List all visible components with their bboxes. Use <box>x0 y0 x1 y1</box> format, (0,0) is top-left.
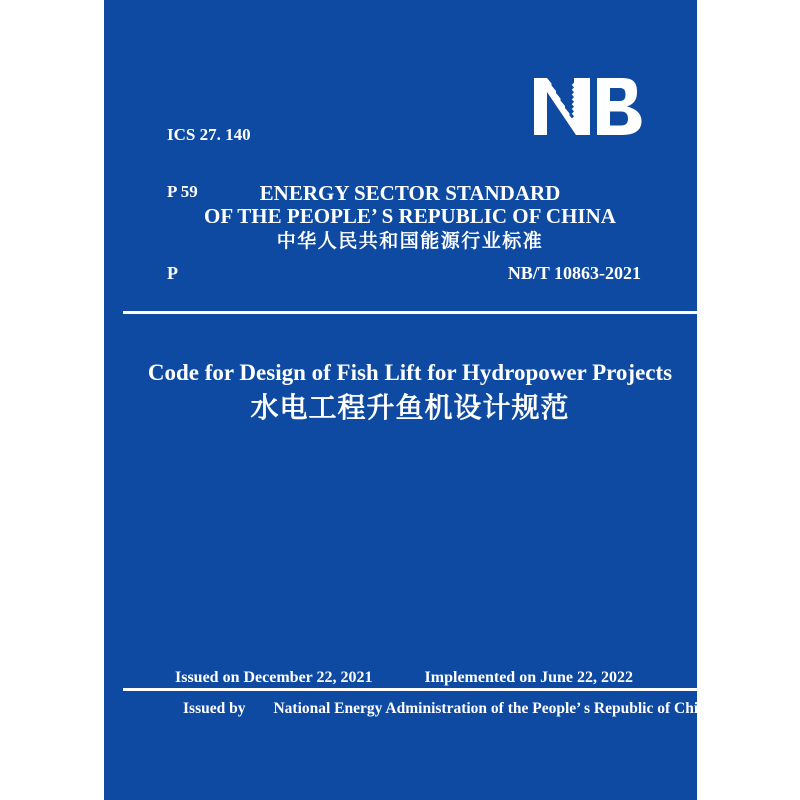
issued-by-label: Issued by <box>183 700 246 717</box>
title-chinese: 水电工程升鱼机设计规范 <box>250 393 570 424</box>
standard-type-chinese: 中华人民共和国能源行业标准 <box>276 231 544 252</box>
dates-row <box>123 668 697 687</box>
divider-bottom <box>123 688 697 691</box>
nb-logo-icon <box>534 78 642 135</box>
divider-top <box>123 311 697 314</box>
issued-date: Issued on December 22, 2021 <box>175 669 373 686</box>
issuer-row <box>123 699 715 718</box>
issuer-name: National Energy Administration of the People’ s Republic of China <box>273 700 715 717</box>
standard-type-line2: OF THE PEOPLE’ S REPUBLIC OF CHINA <box>204 204 616 228</box>
ics-code: ICS 27. 140 <box>167 125 251 144</box>
standard-number: NB/T 10863-2021 <box>507 263 641 283</box>
standard-cover <box>104 0 715 800</box>
doc-class-letter: P <box>167 263 178 283</box>
title-english: Code for Design of Fish Lift for Hydropower Projects <box>147 360 673 385</box>
standard-type-line1: ENERGY SECTOR STANDARD <box>259 181 561 205</box>
standard-number-row <box>167 263 641 283</box>
implemented-date: Implemented on June 22, 2022 <box>424 669 633 686</box>
classification-code: P 59 <box>167 182 198 201</box>
